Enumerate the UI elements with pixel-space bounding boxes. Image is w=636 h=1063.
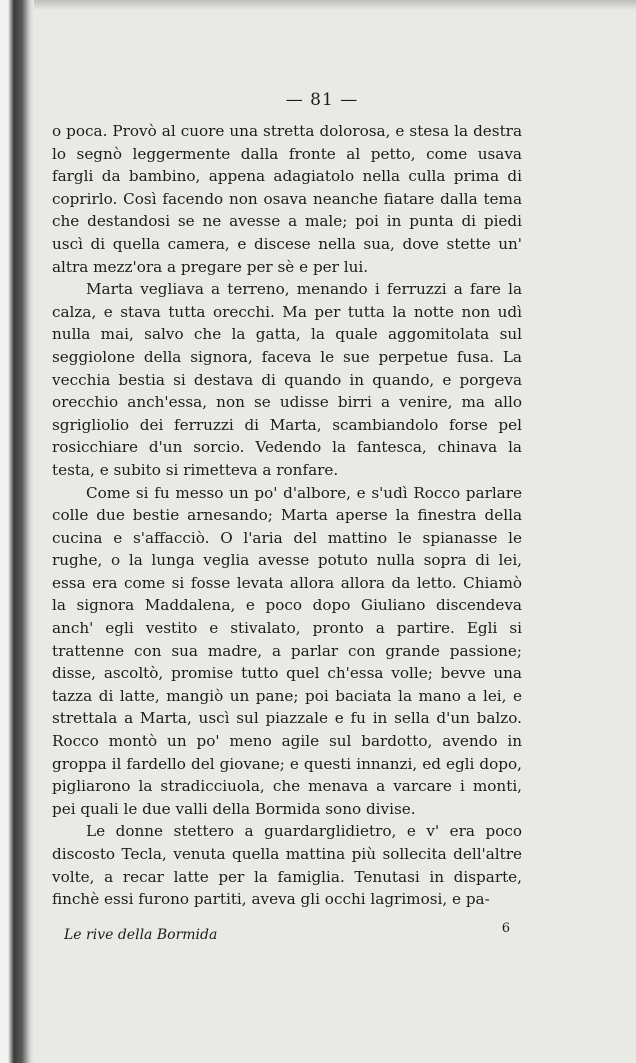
paragraph-2: Marta vegliava a terreno, menando i ferruzzi a fare la calza, e stava tutta orecchi. Ma per tutta la notte non udì nulla mai, salvo che la gatta, la quale aggomitolata sul seggiolone della signora, faceva le sue perpetue fusa. La vecchia bestia si destava di quando in quando, e porgeva orecchio anch'essa, non se udisse birri a venire, ma allo sgrigliolio dei ferruzzi di Marta, scambiandolo forse pel rosicchiare d'un sorcio. Vedendo la fantesca, chinava la testa, e subito si rimetteva a ronfare. [52, 280, 522, 479]
running-title: Le rive della Bormida [64, 926, 218, 943]
book-page [52, 90, 522, 945]
body-text [52, 120, 522, 911]
paragraph-3: Come si fu messo un po' d'albore, e s'udì Rocco parlare colle due bestie arnesando; Marta aperse la finestra della cucina e s'affacciò. O l'aria del mattino le spianasse le rughe, o la lunga veglia avesse potuto nulla sopra di lei, essa era come si fosse levata allora allora da letto. Chiamò la signora Maddalena, e poco dopo Giuliano discendeva anch' egli vestito e stivalato, pronto a partire. Egli si trattenne con sua madre, a parlar con grande passione; disse, ascoltò, promise tutto quel ch'essa volle; bevve una tazza di latte, mangiò un pane; poi baciata la mano a lei, e strettala a Marta, uscì sul piazzale e fu in sella d'un balzo. Rocco montò un po' meno agile sul bardotto, avendo in groppa il fardello del giovane; e questi innanzi, ed egli dopo, pigliarono la stradicciuola, che menava a varcare i monti, pei quali le due valli della Bormida sono divise. [52, 483, 522, 818]
page-footer [52, 921, 522, 945]
signature-mark: 6 [501, 920, 510, 936]
paragraph-1: o poca. Provò al cuore una stretta dolorosa, e stesa la destra lo segnò leggermente dalla fronte al petto, come usava fargli da bambino, appena adagiatolo nella culla prima di coprirlo. Così facendo non osava neanche fiatare dalla tema che destandosi se ne avesse a male; poi in punta di piedi uscì di quella camera, e discese nella sua, dove stette un' altra mezz'ora a pregare per sè e per lui. [52, 122, 522, 276]
paragraph-4: Le donne stettero a guardarglidietro, e v' era poco discosto Tecla, venuta quella mattina più sollecita dell'altre volte, a recar latte per la famiglia. Tenutasi in disparte, finchè essi furono partiti, aveva gli occhi lagrimosi, e pa- [52, 822, 522, 909]
page-number: — 81 — [285, 90, 359, 110]
scan-binding-edge [0, 0, 34, 1063]
scan-shadow-top [0, 0, 636, 10]
